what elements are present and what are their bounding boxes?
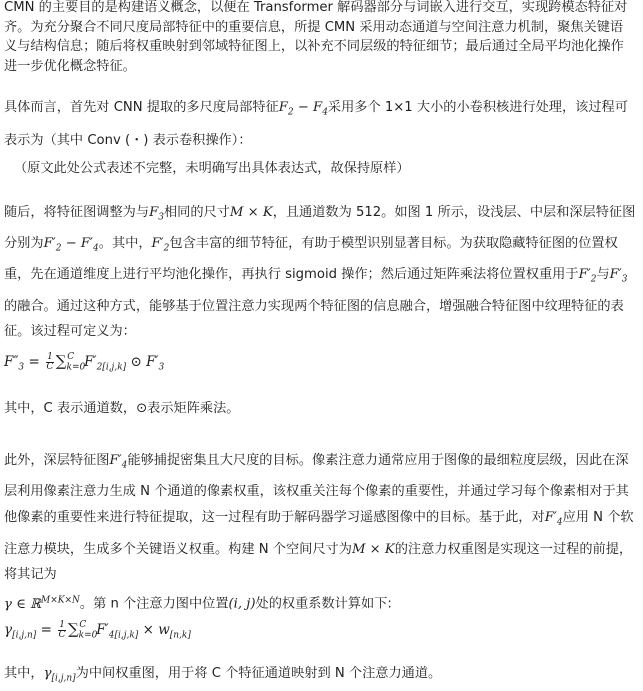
conv-text-1: 具体而言，首先对 CNN 提取的多尺度局部特征 <box>4 100 279 115</box>
attention-text-6: 处的权重系数计算如下: <box>255 596 392 612</box>
math-gamma-def: γ ∈ ℝ$^{M\times K\times N}$ <box>4 595 80 612</box>
conv-text-2: 采用多个 1×1 大小的小卷积核进行处理，该过程可表示为（其中 Conv (・) 表示卷积操作）： <box>4 100 628 148</box>
attention-text-4: 的注意力权重图是实现这一过程的前提，将其记为 <box>4 541 633 583</box>
paragraph-weights <box>4 663 636 690</box>
math-fp4: $F'_4$ <box>109 453 128 471</box>
weights-text-1: 其中， <box>4 666 44 681</box>
intro-text: CMN 的主要目的是构建语义概念，以便在 Transformer 解码器部分与词嵌入进行交互，实现跨模态特征对齐。为充分聚合不同尺度局部特征中的重要信息，所提 CMN 采用动态通道与空间注意力机制，聚焦关键语义与结构信息；随后将权重映射到邻域特征图上，以补充不同层级的特征细节；最后通过全局平均池化操作进一步优化概念特征。 <box>4 0 628 75</box>
paragraph-channels <box>4 398 636 420</box>
channels-text-2: 表示矩阵乘法。 <box>147 401 240 416</box>
math-ij: (i, j) <box>228 596 256 612</box>
equation-1: $F''_3$ = $\frac{1}{C}$ $\sum_{k=0}^C$ $F'_{2[i,j,k]}$ ⊙ $F'_3$ <box>4 351 165 373</box>
paragraph-conv <box>4 94 636 155</box>
paragraph-intro <box>4 0 636 77</box>
fusion-text-5: 包含丰富的细节特征，有助于模型识别显著目标。为获取隐藏特征图的位置权重，先在通道维度上进行平均池化操作，再执行 sigmoid 操作；然后通过矩阵乘法将位置权重用于 <box>4 236 618 283</box>
math-fp3: $F'_3$ <box>609 267 628 286</box>
math-fp2: $F'_2$ <box>151 236 170 254</box>
math-f2-f4: $F_2 - F_4$ <box>278 100 328 118</box>
attention-text-5: 。第 n 个注意力图中位置 <box>79 596 229 612</box>
attention-text-1: 此外，深层特征图 <box>4 453 110 468</box>
paragraph-fusion <box>4 200 636 345</box>
equation-2: $\gamma_{[i,j,n]}$ = $\frac{1}{C}$ $\sum_{k=0}^C$ $F'_{4[i,j,k]} \times w_{[n,k]}$ <box>4 619 191 641</box>
math-mk: M × K <box>229 205 273 220</box>
math-fp2-b: $F'_2$ <box>578 267 597 286</box>
fusion-text-2: 相同的尺寸 <box>163 205 230 220</box>
math-gamma-ijn: $\gamma_{[i,j,n]}$ <box>43 666 76 684</box>
attention-text-2: 能够捕捉密集且大尺度的目标。像素注意力通常应用于图像的最细粒度层级，因此在深层利用像素注意力生成 N 个通道的像素权重，该权重关注每个像素的重要性，并通过学习每个像素相对于其他像素的重要性来进行特征提取，这一过程有助于解码器学习遥感图像中的目标。基于此，对 <box>4 453 629 526</box>
fusion-text-1: 随后，将特征图调整为与 <box>4 205 150 220</box>
attention-text-3: 应用 N 个软注意力模块，生成多个关键语义权重。构建 N 个空间尺寸为 <box>4 510 634 557</box>
paragraph-note <box>14 158 643 180</box>
weights-text-2: 为中间权重图，用于将 C 个特征通道映射到 N 个注意力通道。 <box>75 666 442 681</box>
math-f3: $F_3$ <box>149 205 164 223</box>
fusion-text-7: 的融合。通过这种方式，能够基于位置注意力实现两个特征图的信息融合，增强融合特征图中纹理特征的表征。该过程可定义为： <box>4 298 624 340</box>
math-mk-b: M × K <box>351 541 395 557</box>
math-fp2-fp4: $F'_2 - F'_4$ <box>43 236 99 254</box>
fusion-text-3: ，且通道数为 512。如图 1 所示，设浅层、中层和深层特征图分别为 <box>4 205 636 252</box>
math-fp4-b: $F'_4$ <box>544 510 563 528</box>
paragraph-attention <box>4 448 636 617</box>
fusion-text-4: 。其中， <box>98 236 152 252</box>
note-text: （原文此处公式表述不完整，未明确写出具体表达式，故保持原样） <box>14 161 410 176</box>
math-odot: ⊙ <box>136 401 148 416</box>
fusion-text-6: 与 <box>596 267 610 283</box>
channels-text-1: 其中，C 表示通道数， <box>4 401 137 416</box>
